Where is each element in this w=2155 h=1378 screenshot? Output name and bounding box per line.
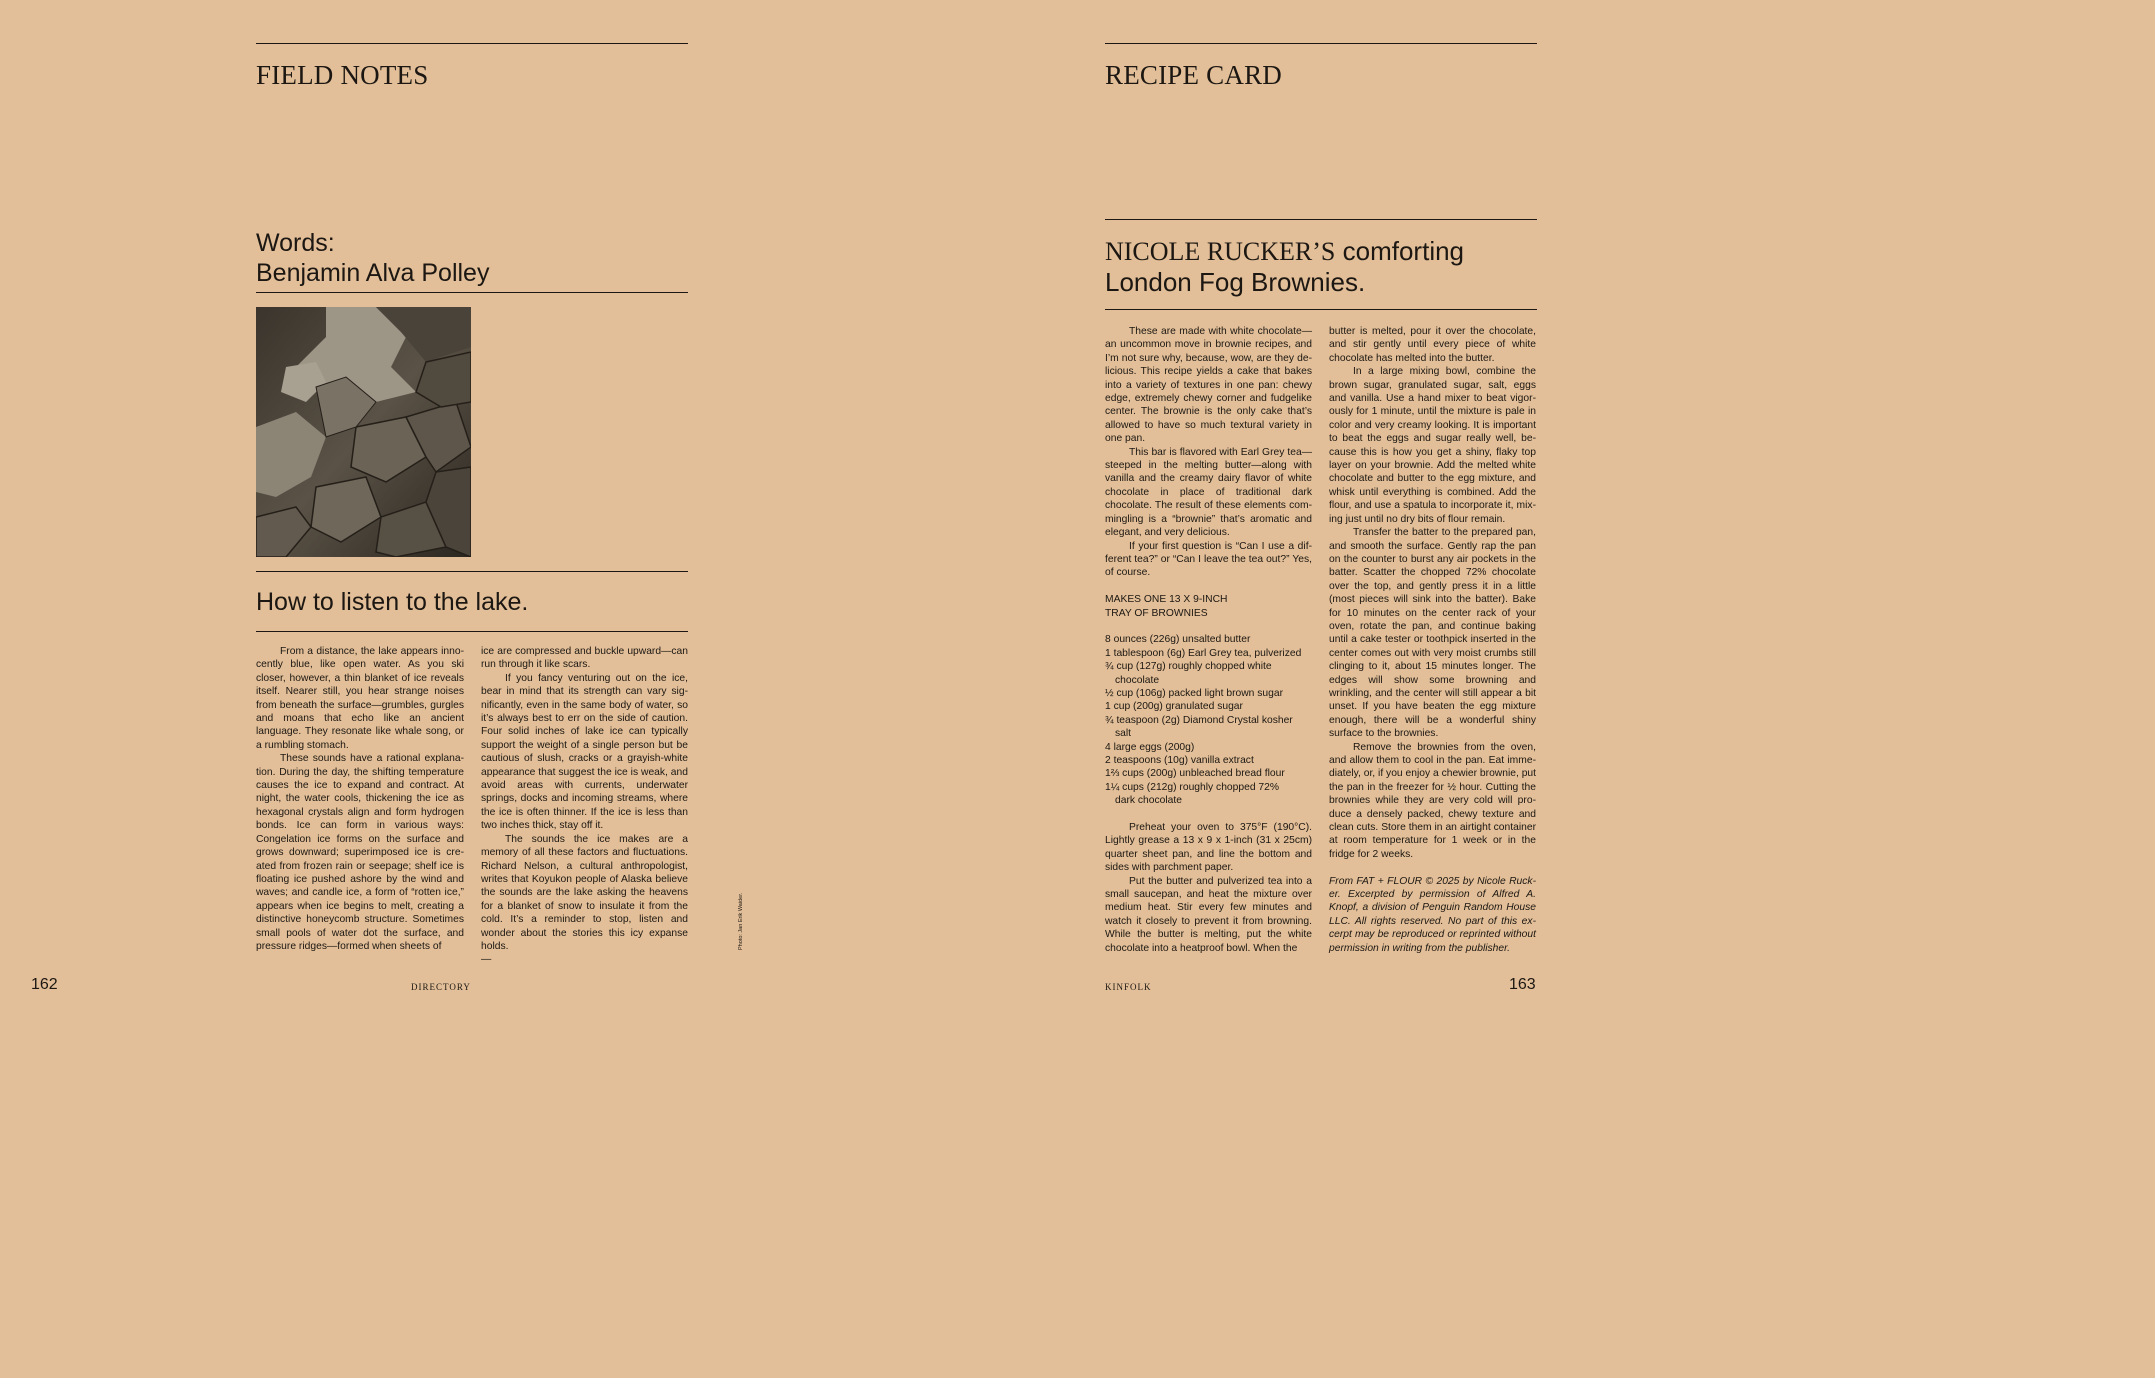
lake-ice-photo	[256, 307, 471, 557]
recipe-headline-text: comforting	[1335, 236, 1465, 266]
top-rule-right	[1105, 43, 1537, 44]
intro-paragraph: If your first question is “Can I use a different tea?” or “Can I leave the tea out?” Yes, of course.	[1105, 540, 1312, 579]
ingredient-item: 8 ounces (226g) unsalted butter	[1105, 634, 1251, 646]
copyright-credit: From FAT + FLOUR © 2025 by Nicole Rucker. Excerpted by permission of Alfred A. Knopf, a division of Penguin Random House LLC. All rights reserved. No part of this excerpt may be reproduced or reprinted without permission in writing from the publisher.	[1329, 875, 1536, 954]
end-mark: —	[481, 954, 492, 966]
article-column-1	[256, 645, 464, 953]
ingredient-item: ¾ teaspoon (2g) Diamond Crystal kosher	[1105, 714, 1293, 726]
top-rule-left	[256, 43, 688, 44]
yield-line: MAKES ONE 13 X 9-INCH	[1105, 594, 1228, 606]
ingredient-item: 1 tablespoon (6g) Earl Grey tea, pulverized	[1105, 647, 1302, 659]
yield-line: TRAY OF BROWNIES	[1105, 607, 1208, 619]
method-paragraph: Put the butter and pulverized tea into a small saucepan, and heat the mixture over medium heat. Stir every few minutes and watch it closely to prevent it from browning. While the butter is melting, put the white chocolate into a heatproof bowl. When the	[1105, 875, 1312, 954]
ingredient-item: 1⅔ cups (200g) unbleached bread flour	[1105, 768, 1285, 780]
intro-paragraph: These are made with white chocolate—an uncommon move in brownie recipes, and I’m not sure why, because, wow, are they delicious. This recipe yields a cake that bakes into a variety of textures in one pan: chewy edge, extremely chewy corner and fudgelike center. The brownie is the only cake that’s allowed to have so much textural variety in one pan.	[1105, 326, 1312, 445]
paragraph: If you fancy venturing out on the ice, bear in mind that its strength can vary significantly, even in the same body of water, so it’s always best to err on the side of caution. Four solid inches of lake ice can typically support the weight of a single person but be cautious of slush, cracks or a grayish-white appearance that suggest the ice is weak, and avoid areas with currents, underwater springs, docks and incoming streams, where the ice is often thinner. If the ice is less than two inches thick, stay off it.	[481, 672, 688, 832]
paragraph: The sounds the ice makes are a memory of all these factors and fluctuations. Richard Nelson, a cultural anthropologist, writes that Koyukon people of Alaska believe the sounds are the lake asking the heavens for a blanket of snow to insulate it from the cold. It’s a reminder to stop, listen and wonder about the stories this icy expanse holds.	[481, 833, 688, 952]
byline-label: Words:	[256, 229, 335, 257]
recipe-column-2	[1329, 325, 1536, 955]
ingredient-item: ½ cup (106g) packed light brown sugar	[1105, 687, 1284, 699]
intro-paragraph: This bar is flavored with Earl Grey tea—steeped in the melting butter—along with vanilla and the creamy dairy flavor of white chocolate in place of traditional dark chocolate. The result of these elements commingling is a “brownie” that’s aromatic and elegant, and very delicious.	[1105, 446, 1312, 539]
method-paragraph: Transfer the batter to the prepared pan, and smooth the surface. Gently rap the pan on the counter to burst any air pockets in the batter. Scatter the chopped 72% chocolate over the top, and gently press it in a little (most pieces will sink into the batter). Bake for 10 minutes on the center rack of your oven, rotate the pan, and continue baking until a cake tester or toothpick inserted in the center comes out with very moist crumbs still clinging to it, about 15 minutes longer. The edges will show some browning and wrinkling, and the center will still appear a bit unset. If you have beaten the egg mixture enough, there will be a wonderful shiny surface to the brownies.	[1329, 527, 1536, 740]
section-title-field-notes: FIELD NOTES	[256, 60, 429, 90]
ingredient-item: ¾ cup (127g) roughly chopped white	[1105, 661, 1272, 673]
page-number-right: 163	[1509, 976, 1536, 993]
headline-rule-top	[256, 571, 688, 572]
ingredient-item: 2 teaspoons (10g) vanilla extract	[1105, 754, 1254, 766]
photo-credit: Photo: Jan Erik Waider.	[738, 892, 744, 950]
article-column-2	[481, 645, 688, 967]
section-title-recipe-card: RECIPE CARD	[1105, 60, 1282, 90]
byline-author: Benjamin Alva Polley	[256, 259, 490, 287]
footer-directory: DIRECTORY	[411, 982, 471, 992]
ingredient-list	[1105, 633, 1312, 807]
method-paragraph: butter is melted, pour it over the chocolate, and stir gently until every piece of white chocolate has melted into the butter.	[1329, 326, 1536, 364]
footer-kinfolk: KINFOLK	[1105, 982, 1152, 992]
method-paragraph: Remove the brownies from the oven, and allow them to cool in the pan. Eat immediately, or, if you enjoy a chewier brownie, put the pan in the freezer for ½ hour. Cutting the brownies while they are very cold will produce a densely packed, chewy texture and clean cuts. Store them in an airtight container at room temperature for 1 week or in the fridge for 2 weeks.	[1329, 741, 1537, 860]
recipe-author: NICOLE RUCKER’S	[1105, 237, 1336, 266]
ingredient-item-cont: chocolate	[1115, 674, 1160, 686]
ingredient-item-cont: dark chocolate	[1115, 795, 1182, 807]
article-headline: How to listen to the lake.	[256, 588, 529, 616]
byline-rule	[256, 292, 688, 293]
ingredient-item-cont: salt	[1115, 728, 1132, 740]
recipe-headline	[1105, 236, 1464, 297]
paragraph: ice are compressed and buckle upward—can run through it like scars.	[481, 646, 688, 671]
recipe-headline-rule-bottom	[1105, 309, 1537, 310]
recipe-headline-rule-top	[1105, 219, 1537, 220]
ingredient-item: 1 cup (200g) granulated sugar	[1105, 701, 1243, 713]
byline	[256, 228, 489, 288]
recipe-name: London Fog Brownies.	[1105, 267, 1366, 297]
recipe-column-1	[1105, 325, 1312, 955]
headline-rule-bottom	[256, 631, 688, 632]
ingredient-item: 4 large eggs (200g)	[1105, 741, 1195, 753]
paragraph: From a distance, the lake appears innocently blue, like open water. As you ski closer, however, a thin blanket of ice reveals itself. Nearer still, you hear strange noises from beneath the surface—grumbles, gurgles and moans that echo like an ancient language. They resonate like whale song, or a rumbling stomach.	[256, 646, 464, 751]
page-number-left: 162	[31, 976, 58, 993]
method-paragraph: Preheat your oven to 375°F (190°C). Lightly grease a 13 x 9 x 1-inch (31 x 25cm) quarter sheet pan, and line the bottom and sides with parchment paper.	[1105, 821, 1312, 874]
method-paragraph: In a large mixing bowl, combine the brown sugar, granulated sugar, salt, eggs and vanilla. Use a hand mixer to beat vigorously for 1 minute, until the mixture is pale in color and very creamy looking. It is important to beat the eggs and sugar really well, because this is how you get a shiny, flaky top layer on your brownie. Add the melted white chocolate and butter to the egg mixture, and whisk until everything is combined. Add the flour, and use a spatula to incorporate it, mixing just until no dry bits of flour remain.	[1329, 366, 1536, 525]
paragraph: These sounds have a rational explanation. During the day, the shifting temperature causes the ice to expand and contract. At night, the water cools, thickening the ice as hexagonal crystals align and form hydrogen bonds. Ice can form in various ways: Congelation ice forms on the surface and grows downward; superimposed ice is created from frozen rain or seepage; shelf ice is floating ice pushed ashore by the wind and waves; and candle ice, a form of “rotten ice,” appears when ice begins to melt, creating a distinctive honeycomb structure. Sometimes small pools of water dot the surface, and pressure ridges—formed when sheets of	[256, 753, 464, 952]
ingredient-item: 1¼ cups (212g) roughly chopped 72%	[1105, 781, 1280, 793]
